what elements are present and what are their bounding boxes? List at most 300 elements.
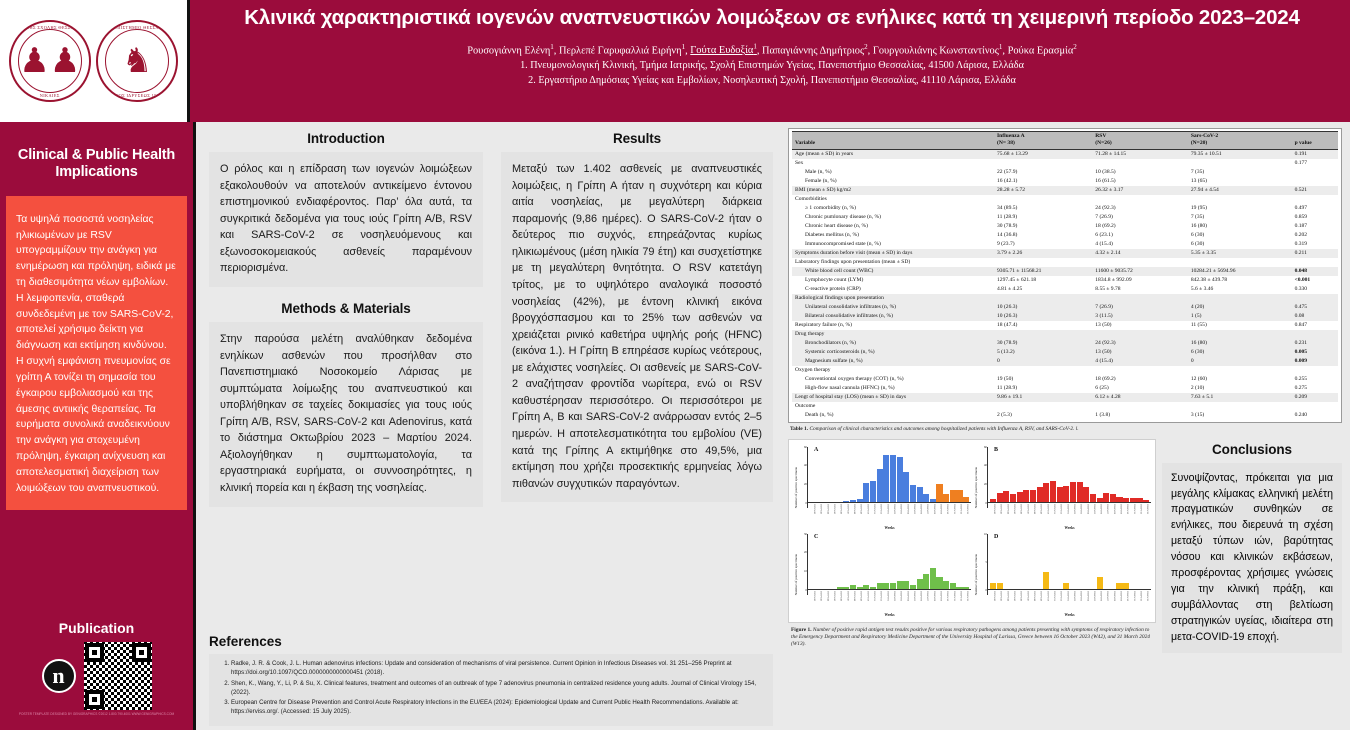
table-cell: 10 (26.3)	[994, 303, 1092, 312]
table-cell: Systemic corticosteroids (n, %)	[792, 348, 994, 357]
x-tick-label: 2024-W01	[886, 590, 890, 601]
x-tick-label: 2023-W45	[1013, 503, 1017, 514]
table-row	[792, 348, 1338, 357]
chart-plot-area	[988, 445, 1151, 530]
chart-bar	[1063, 583, 1069, 589]
th-rsv: RSV (N=26)	[1092, 132, 1188, 150]
chart-bar	[936, 577, 942, 588]
x-tick-label: 2023-W47	[846, 503, 850, 514]
chart-bar	[1023, 490, 1029, 501]
y-tick-label: 60	[983, 444, 987, 449]
chart-bar	[997, 493, 1003, 501]
x-tick-label: 2024-W08	[932, 503, 936, 514]
chart-x-axis-label: Weeks	[884, 525, 895, 530]
table-cell	[994, 258, 1092, 267]
table-row	[792, 357, 1338, 366]
chart-x-tick-labels	[808, 590, 971, 612]
table-cell: 0.009	[1292, 357, 1338, 366]
x-tick-label: 2023-W49	[859, 590, 863, 601]
chart-bar	[1103, 493, 1109, 501]
results-text: Μεταξύ των 1.402 ασθενείς με αναπνευστικές λοιμώξεις, η Γρίπη Α ήταν η συχνότερη και κύρια αιτία νοσηλείας, με μεγαλύτερη διάρκεια παραμονής (9,86 ημέρες). Ο SARS-CoV-2 ήταν ο δεύτερος πιο συχνός, επηρεάζοντας κυρίως ηλικιωμένους (μέση ηλικία 79 έτη) και συσχετίστηκε με τη μεγαλύτερη θνητότητα. Ο RSV κατετάγη τρίτος, με το υψηλότερο αναλογικά ποσοστό νοσηλείας (42%), με έντονη κλινική εικόνα βρογχόσπασμου και το 25% των ασθενών να χρειάζεται ρινικό καθετήρα υψηλής ροής (HFNC) (εικόνα 1.). Η Γρίπη Β επηρέασε κυρίως νεότερους, με ελάχιστες νοσηλείες. Οι ασθενείς με SARS-CoV-2 αναζήτησαν φροντίδα νωρίτερα, ενώ οι RSV καθυστέρησαν περισσότερο. Οι περισσότεροι με Γρίπη Α, Β και SARS-CoV-2 ανάρρωσαν εντός 2–5 ημερών. Η αποτελεσματικότητα του εμβολίου (VE) κατά της Γρίπης Α εκτιμήθηκε στο 49,5%, μια εκτίμηση που χρήζει προσεκτικής ερμηνείας λόγω πιθανών συγχυτικών παραγόντων.	[501, 152, 773, 502]
table-cell: 26.32 ± 3.17	[1092, 186, 1188, 195]
x-tick-label: 2024-W01	[1066, 590, 1070, 601]
nature-n-logo-icon: n	[42, 659, 76, 693]
reference-item: 3. European Centre for Disease Prevention and Control Acute Respiratory Infections in the EU/EEA (2024): Epidemiological Update and Current Public Health Recommendations. Available at: https://erviss.org/. (Accessed: 15 July 2025).	[231, 699, 765, 717]
x-tick-label: 2023-W48	[1033, 590, 1036, 601]
chart-bar	[903, 472, 909, 502]
th-variable: Variable	[792, 132, 994, 150]
chart-bar	[897, 457, 903, 502]
table-cell: 18 (47.4)	[997, 321, 1018, 328]
table-cell: 3 (11.5)	[1092, 312, 1188, 321]
x-tick-label: 2024-W10	[946, 503, 950, 514]
chart-panel-a	[793, 445, 971, 530]
qr-code-image[interactable]	[84, 642, 152, 710]
chart-bar	[1037, 487, 1043, 502]
x-tick-label: 2024-W01	[886, 503, 890, 514]
chart-bar	[1123, 498, 1129, 502]
x-tick-label: 2024-W03	[899, 590, 903, 601]
chart-panel-c	[793, 532, 971, 617]
table-cell	[1292, 402, 1338, 411]
table-cell: 6 (30)	[1190, 231, 1205, 238]
qr-finder-icon	[85, 643, 104, 662]
y-tick-label: 20	[983, 482, 987, 486]
table-cell: 8.55 ± 9.78	[1095, 285, 1121, 292]
table-cell: 11 (55)	[1190, 321, 1207, 328]
table-cell	[994, 366, 1092, 375]
chart-x-axis-label: Weeks	[1064, 612, 1075, 617]
table-cell: 5.35 ± 3.35	[1188, 249, 1292, 258]
x-tick-label: 2023-W52	[1059, 503, 1063, 514]
table-cell	[1092, 366, 1188, 375]
table-cell: Drug therapy	[792, 330, 994, 339]
qr-finder-icon	[85, 690, 104, 709]
chart-bar	[917, 579, 923, 588]
x-tick-label: 2023-W52	[879, 590, 883, 601]
x-tick-label: 2023-W50	[866, 503, 870, 514]
table-cell: Death (n, %)	[805, 411, 834, 418]
chart-bar	[963, 587, 969, 589]
table-row	[792, 222, 1338, 231]
table-cell: 22 (57.9)	[997, 168, 1018, 175]
x-tick-label: 2023-W51	[872, 590, 876, 601]
chart-bar	[1010, 494, 1016, 501]
x-tick-label: 2024-W02	[892, 590, 896, 601]
table-cell: 11600 ± 9035.72	[1092, 267, 1188, 276]
chart-bar	[843, 587, 849, 589]
x-tick-label: 2024-W05	[912, 503, 916, 514]
table-row	[792, 411, 1338, 420]
x-tick-label: 2024-W10	[1126, 590, 1130, 601]
chart-bar	[857, 499, 863, 502]
table-cell	[994, 330, 1092, 339]
chart-bar	[950, 583, 956, 589]
chart-bar	[923, 574, 929, 589]
x-tick-label: 2024-W09	[939, 590, 943, 601]
table-cell: 9305.71 ± 11568.21	[994, 267, 1092, 276]
table-row	[792, 294, 1338, 303]
table-cell: 0.177	[1294, 160, 1308, 166]
y-tick-label: 5	[985, 559, 987, 564]
table-row	[792, 393, 1338, 402]
th-influenza-a: Influenza A (N= 38)	[994, 132, 1092, 150]
x-tick-label: 2023-W50	[1046, 590, 1050, 601]
x-tick-label: 2024-W07	[926, 503, 930, 514]
table-cell: 13 (50)	[1092, 348, 1188, 357]
poster-header	[0, 0, 1350, 122]
table-cell	[1292, 258, 1338, 267]
methods-heading: Methods & Materials	[281, 300, 411, 316]
table-cell: Magnesium sulfate (n, %)	[792, 357, 994, 366]
x-tick-label: 2023-W52	[879, 503, 883, 514]
chart-bar	[997, 583, 1003, 589]
table-cell: 10 (38.5)	[1095, 168, 1116, 175]
chart-x-axis-label: Weeks	[1064, 525, 1075, 530]
table-cell: 0.847	[1294, 321, 1308, 328]
table-cell: 6 (23.1)	[1095, 231, 1113, 238]
table-cell: 4 (15.4)	[1092, 357, 1188, 366]
table-cell	[1188, 330, 1292, 339]
table-cell: Laboratory findings upon presentation (mean ± SD)	[795, 258, 911, 265]
chart-bar	[956, 490, 962, 501]
table-caption	[788, 423, 1342, 433]
chart-plot-area	[808, 445, 971, 530]
table-cell: 0.319	[1294, 240, 1308, 247]
conclusions-heading: Conclusions	[1212, 441, 1292, 457]
chart-plot-area	[988, 532, 1151, 617]
x-tick-label: 2024-W02	[892, 503, 896, 514]
table-cell: Comorbidities	[795, 195, 827, 202]
x-tick-label: 2023-W50	[1046, 503, 1050, 514]
y-tick-label: 30	[803, 531, 807, 536]
table-row	[792, 312, 1338, 321]
chart-bar	[870, 587, 876, 589]
x-tick-label: 2024-W08	[1112, 503, 1116, 514]
chart-bar	[843, 501, 849, 502]
x-tick-label: 2023-W49	[859, 503, 863, 514]
table-cell: Respiratory failure (n, %)	[795, 321, 852, 328]
clinical-characteristics-table	[792, 131, 1338, 420]
table-cell	[1188, 258, 1292, 267]
x-tick-label: 2024-W09	[1119, 503, 1123, 514]
table-cell: Immunocompromised state (n, %)	[805, 240, 881, 247]
chart-bar	[943, 581, 949, 588]
university-of-thessaly-seal-logo	[96, 20, 178, 102]
table-cell: 0.005	[1292, 348, 1338, 357]
y-tick-label: 0	[985, 587, 987, 592]
x-tick-label: 2023-W42	[993, 503, 997, 514]
table-cell: 5 (13.2)	[994, 348, 1092, 357]
chart-bar	[930, 499, 936, 502]
x-tick-label: 2023-W46	[1019, 590, 1023, 601]
x-tick-label: 2024-W07	[926, 590, 930, 601]
table-cell: Sex	[795, 160, 804, 166]
x-tick-label: 2024-W12	[1139, 503, 1143, 514]
table-cell: 16 (80)	[1188, 339, 1292, 348]
chart-bar	[1050, 481, 1056, 502]
x-tick-label: 2024-W06	[1099, 503, 1103, 514]
table-cell: 10 (26.3)	[994, 312, 1092, 321]
x-tick-label: 2023-W46	[1019, 503, 1023, 514]
table-cell	[1188, 294, 1292, 303]
table-cell: 34 (89.5)	[997, 204, 1018, 211]
table-cell: 0.187	[1294, 222, 1308, 229]
table-cell: 24 (92.3)	[1092, 339, 1188, 348]
x-tick-label: 2024-W01	[1066, 503, 1070, 514]
table-cell: 30 (78.9)	[997, 222, 1018, 229]
table-cell: 2 (10)	[1190, 384, 1205, 391]
x-tick-label: 2023-W43	[819, 590, 823, 601]
table-cell: Lymphocyte count (LYM)	[805, 276, 864, 283]
table-cell	[1092, 195, 1188, 204]
x-tick-label: 2024-W13	[966, 503, 970, 514]
sidebar-implications	[0, 122, 196, 730]
table-cell	[1188, 159, 1292, 168]
chart-x-tick-labels	[988, 590, 1151, 612]
chart-bar	[1043, 572, 1049, 589]
table-cell	[994, 195, 1092, 204]
chart-bar	[1143, 500, 1149, 502]
figure-caption-text: Number of positive rapid antigen test results positive for various respiratory pathogens among patients presenting with symptoms of respiratory infection to the Emergency Department and Respiratory Medicine Department of the University Hospital of Larissa, Greece between 16 October 2023 (W42), and 31 March 2024 (W13).	[791, 626, 1151, 648]
table-cell	[1092, 402, 1188, 411]
chart-bar	[1063, 486, 1069, 502]
table-cell: 5.6 ± 3.46	[1190, 285, 1214, 292]
chart-bar	[930, 568, 936, 589]
x-tick-label: 2023-W51	[872, 503, 876, 514]
table-row	[792, 258, 1338, 267]
x-tick-label: 2023-W49	[1039, 503, 1043, 514]
x-tick-label: 2024-W03	[899, 503, 903, 514]
chart-bar	[963, 497, 969, 502]
table-cell	[1292, 168, 1338, 177]
chart-bar	[877, 469, 883, 502]
table-header	[792, 132, 1338, 150]
chart-y-axis	[798, 532, 808, 617]
table-cell	[1292, 195, 1338, 204]
column-results	[492, 128, 782, 628]
table-cell: 75.68 ± 13.29	[994, 150, 1092, 159]
sidebar-title: Clinical & Public Health Implications	[17, 147, 176, 181]
table-cell: 13 (50)	[1095, 321, 1112, 328]
x-tick-label: 2024-W05	[912, 590, 916, 601]
th-sars-cov-2: Sars-CoV-2 (N=20)	[1188, 132, 1292, 150]
x-tick-label: 2024-W02	[1072, 590, 1076, 601]
publication-block	[0, 610, 193, 724]
table-row	[792, 384, 1338, 393]
chart-bar	[870, 481, 876, 502]
table-cell: Chronic pumlonary disease (n, %)	[805, 213, 881, 220]
table-cell	[1092, 258, 1188, 267]
x-tick-label: 2024-W09	[939, 503, 943, 514]
table-body	[792, 150, 1338, 420]
x-tick-label: 2023-W43	[999, 590, 1003, 601]
table-cell: 6 (25)	[1095, 384, 1109, 391]
table-cell: 7 (26.9)	[1092, 303, 1188, 312]
x-tick-label: 2023-W45	[1013, 590, 1017, 601]
affiliation-1: 1. Πνευμονολογική Κλινική, Τμήμα Ιατρικής, Σχολή Επιστημών Υγείας, Πανεπιστήμιο Θεσσαλίας, 41500 Λάρισα, Ελλάδα	[520, 59, 1024, 71]
chart-panel-d	[973, 532, 1151, 617]
chart-plot-area	[808, 532, 971, 617]
table-row	[792, 249, 1338, 258]
x-tick-label: 2024-W08	[932, 590, 936, 601]
chart-bar	[1043, 483, 1049, 502]
table-row	[792, 366, 1338, 375]
table-row	[792, 375, 1338, 384]
x-tick-label: 2024-W04	[906, 590, 910, 601]
table-cell: 79.35 ± 10.51	[1188, 150, 1292, 159]
table-cell: Radiological findings upon presentation	[792, 294, 994, 303]
table-cell: 7 (26.9)	[1095, 213, 1113, 220]
introduction-text: Ο ρόλος και η επίδραση των ιογενών λοιμώξεων εξακολουθούν να αποτελούν αντικείμενο έντονου επιστημονικού ενδιαφέροντος. Παρ’ όλα αυτά, τα συγκριτικά δεδομένα για τους ιούς Γρίπη Α/Β, RSV και SARS-CoV-2 σε νοσηλευόμενους και εξωνοσοκομειακούς ασθενείς παραμένουν περιορισμένα.	[209, 152, 483, 287]
table-cell: 11 (28.9)	[997, 384, 1018, 391]
table-cell: 9.86 ± 19.1	[994, 393, 1092, 402]
x-tick-label: 2023-W48	[853, 503, 856, 514]
table-cell	[994, 159, 1092, 168]
chart-bar	[956, 587, 962, 589]
references-row	[200, 628, 1346, 726]
table-row	[792, 321, 1338, 330]
template-credit-text: POSTER TEMPLATE DESIGNED BY GENIGRAPHICS ©2012 1.800.790.4001 WWW.GENIGRAPHICS.COM	[18, 711, 175, 716]
table-cell: 18 (69.2)	[1095, 375, 1116, 382]
table-cell: 0	[1188, 357, 1292, 366]
x-tick-label: 2023-W44	[826, 503, 830, 514]
y-tick-label: 20	[803, 550, 807, 555]
x-tick-label: 2024-W12	[959, 590, 963, 601]
chart-bar	[1136, 498, 1142, 502]
table-row	[792, 177, 1338, 186]
chart-bars	[988, 445, 1151, 503]
x-tick-label: 2024-W02	[1072, 503, 1076, 514]
table-cell	[1092, 330, 1188, 339]
table-cell: 6 (30)	[1190, 240, 1205, 247]
chart-bar	[897, 581, 903, 588]
chart-panel-letter: C	[814, 533, 819, 540]
table-cell: 0.211	[1292, 249, 1338, 258]
x-tick-label: 2024-W04	[1086, 590, 1090, 601]
references-heading: References	[209, 634, 282, 650]
references-section	[200, 628, 782, 726]
chart-bar	[1116, 583, 1122, 589]
table-cell: 16 (80)	[1190, 222, 1208, 229]
medical-school-seal-logo	[9, 20, 91, 102]
table-cell: White blood cell count (WBC)	[792, 267, 994, 276]
table-cell: Conventiontal oxygen therapy (COT) (n, %)	[805, 375, 904, 382]
title-block	[190, 0, 1350, 122]
table-row	[792, 267, 1338, 276]
table-cell: 0.191	[1292, 150, 1338, 159]
chart-y-axis	[978, 532, 988, 617]
figure-and-conclusions	[788, 439, 1342, 648]
chart-bar	[890, 583, 896, 589]
table-cell: 1 (3.8)	[1095, 411, 1111, 418]
table-row	[792, 159, 1338, 168]
chart-bar	[890, 455, 896, 502]
table-cell	[1292, 294, 1338, 303]
chart-bar	[1057, 487, 1063, 502]
table-cell	[1292, 330, 1338, 339]
chart-bar	[1116, 497, 1122, 502]
x-tick-label: 2023-W51	[1052, 590, 1056, 601]
table-row	[792, 285, 1338, 294]
page-title: Κλινικά χαρακτηριστικά ιογενών αναπνευστικών λοιμώξεων σε ενήλικες κατά τη χειμερινή περίοδο 2023–2024	[244, 6, 1300, 29]
table-cell: Male (n, %)	[805, 168, 832, 175]
table-cell: 1 (5)	[1188, 312, 1292, 321]
table-cell: 1834.8 ± 992.09	[1095, 276, 1132, 283]
x-tick-label: 2023-W42	[993, 590, 997, 601]
chart-bar	[1017, 492, 1023, 501]
references-list	[231, 660, 765, 717]
chart-panel-letter: B	[994, 446, 999, 453]
table-cell: 16 (42.1)	[997, 177, 1018, 184]
x-tick-label: 2023-W43	[819, 503, 823, 514]
y-tick-label: 0	[805, 500, 807, 505]
table-cell: 4 (15.4)	[1095, 240, 1113, 247]
table-cell: 27.94 ± 4.54	[1188, 186, 1292, 195]
table-cell: 4.81 ± 4.25	[997, 285, 1023, 292]
table-cell	[1188, 366, 1292, 375]
introduction-heading: Introduction	[307, 131, 385, 146]
table-cell: 1297.45 ± 621.18	[997, 276, 1037, 283]
table-cell: 0.202	[1294, 231, 1308, 238]
y-tick-label: 10	[983, 531, 987, 536]
table-row	[792, 150, 1338, 159]
table-cell: 19 (95)	[1190, 204, 1208, 211]
table-cell: C-reactive protein (CRP)	[805, 285, 861, 292]
chart-bar	[877, 583, 883, 589]
table-row	[792, 276, 1338, 285]
chart-bar	[1030, 490, 1036, 502]
table-row	[792, 303, 1338, 312]
y-tick-label: 60	[803, 444, 807, 449]
x-tick-label: 2024-W06	[1099, 590, 1103, 601]
table-cell: 2 (5.3)	[997, 411, 1012, 418]
x-tick-label: 2023-W45	[833, 503, 837, 514]
x-tick-label: 2024-W10	[946, 590, 950, 601]
y-tick-label: 40	[983, 463, 987, 468]
table-cell: 11 (28.9)	[997, 213, 1018, 220]
figure-column	[788, 439, 1156, 648]
x-tick-label: 2023-W48	[1033, 503, 1036, 514]
table-cell: 12 (60)	[1190, 375, 1208, 382]
x-tick-label: 2023-W44	[826, 590, 830, 601]
table-cell: 7 (35)	[1190, 213, 1205, 220]
table-cell: 0.275	[1294, 384, 1308, 391]
chart-bars	[988, 532, 1151, 590]
x-tick-label: 2024-W07	[1106, 590, 1110, 601]
x-tick-label: 2023-W42	[813, 590, 817, 601]
chart-panel-b	[973, 445, 1151, 530]
table-cell: 0.475	[1292, 303, 1338, 312]
table-cell: 0.497	[1294, 204, 1308, 211]
chart-bar	[990, 499, 996, 502]
x-tick-label: 2023-W46	[839, 503, 843, 514]
table-cell: 0.209	[1292, 393, 1338, 402]
chart-x-axis-label: Weeks	[884, 612, 895, 617]
table-cell: Outcome	[795, 402, 816, 409]
x-tick-label: 2024-W03	[1079, 503, 1083, 514]
table-cell: Chronic heart disease (n, %)	[805, 222, 868, 229]
table-cell: 0.255	[1294, 375, 1308, 382]
table-row	[792, 402, 1338, 411]
chart-bar	[903, 581, 909, 588]
chart-panel-letter: A	[814, 446, 819, 453]
chart-bars	[808, 532, 971, 590]
chart-bar	[883, 455, 889, 502]
x-tick-label: 2023-W47	[1026, 590, 1030, 601]
chart-bars	[808, 445, 971, 503]
chart-bar	[1097, 498, 1103, 502]
